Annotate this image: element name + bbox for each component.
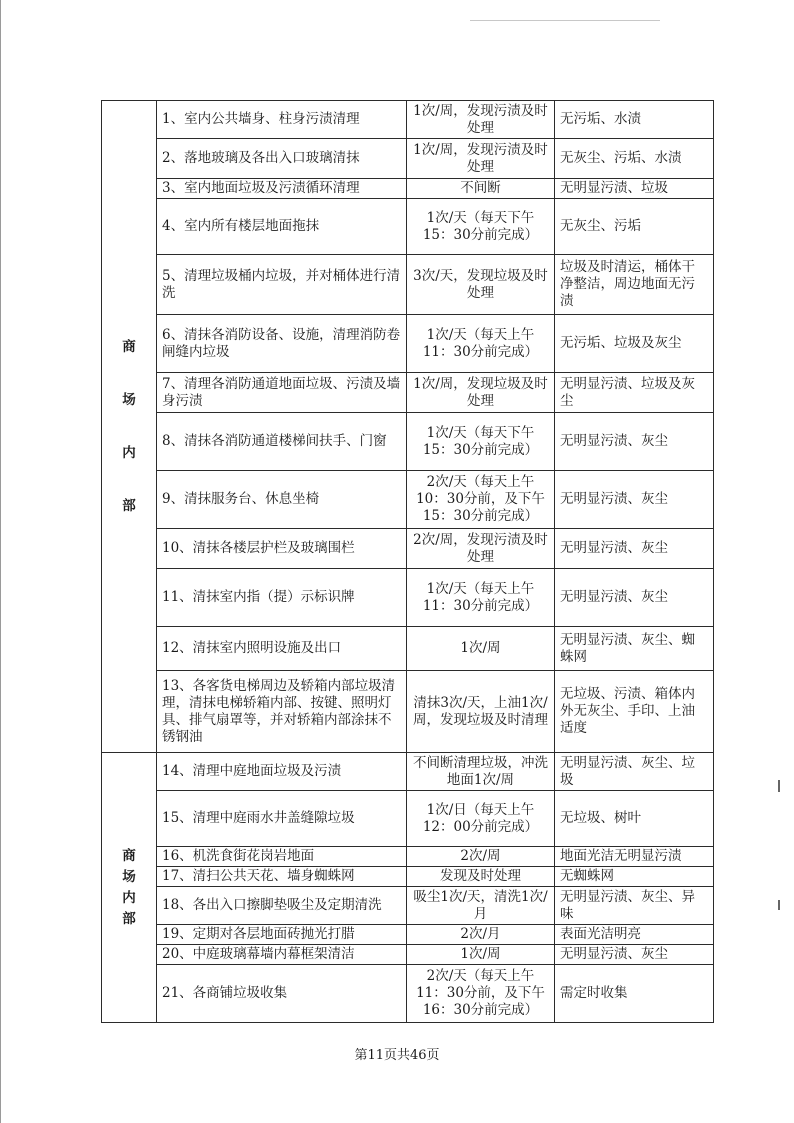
frequency-cell: 1次/天（每天下午15：30分前完成） <box>407 199 555 255</box>
task-cell: 9、清抹服务台、休息坐椅 <box>157 471 407 529</box>
standard-cell: 无明显污渍、灰尘、垃圾 <box>555 753 714 791</box>
standard-cell: 需定时收集 <box>555 965 714 1023</box>
frequency-cell: 3次/天，发现垃圾及时处理 <box>407 255 555 315</box>
task-cell: 7、清理各消防通道地面垃圾、污渍及墙身污渍 <box>157 373 407 413</box>
frequency-cell: 2次/天（每天上午11：30分前，及下午16：30分前完成） <box>407 965 555 1023</box>
table-row <box>102 887 714 925</box>
table-row <box>102 373 714 413</box>
table-row <box>102 847 714 867</box>
standard-cell: 无明显污渍、灰尘 <box>555 569 714 627</box>
standard-cell: 地面光洁无明显污渍 <box>555 847 714 867</box>
task-cell: 13、各客货电梯周边及轿箱内部垃圾清理，清抹电梯轿箱内部、按键、照明灯具、排气扇罩等，并对轿箱内部涂抹不锈钢油 <box>157 671 407 753</box>
frequency-cell: 1次/周，发现污渍及时处理 <box>407 139 555 179</box>
scan-top-line <box>470 20 660 21</box>
standard-cell: 无垃圾、树叶 <box>555 791 714 847</box>
standard-cell: 无明显污渍、灰尘 <box>555 945 714 965</box>
standard-cell: 无明显污渍、灰尘 <box>555 471 714 529</box>
page-number: 第11页共46页 <box>354 1048 440 1063</box>
frequency-cell: 1次/日（每天上午12：00分前完成） <box>407 791 555 847</box>
task-cell: 3、室内地面垃圾及污渍循环清理 <box>157 179 407 199</box>
standard-cell: 无明显污渍、灰尘、蜘蛛网 <box>555 627 714 671</box>
table-row <box>102 529 714 569</box>
standard-cell: 表面光洁明亮 <box>555 925 714 945</box>
standard-cell: 无垃圾、污渍、箱体内外无灰尘、手印、上油适度 <box>555 671 714 753</box>
table-row <box>102 925 714 945</box>
frequency-cell: 1次/周 <box>407 627 555 671</box>
standard-cell: 无污垢、垃圾及灰尘 <box>555 315 714 373</box>
frequency-cell: 不间断清理垃圾，冲洗地面1次/周 <box>407 753 555 791</box>
frequency-cell: 1次/天（每天上午11：30分前完成） <box>407 315 555 373</box>
table-row <box>102 965 714 1023</box>
frequency-cell: 2次/周 <box>407 847 555 867</box>
task-cell: 19、定期对各层地面砖抛光打腊 <box>157 925 407 945</box>
task-cell: 15、清理中庭雨水井盖缝隙垃圾 <box>157 791 407 847</box>
section-2 <box>102 753 714 1023</box>
scan-mark <box>778 900 780 910</box>
standard-cell: 无污垢、水渍 <box>555 101 714 139</box>
standard-cell: 垃圾及时清运，桶体干净整洁，周边地面无污渍 <box>555 255 714 315</box>
frequency-cell: 1次/周 <box>407 945 555 965</box>
frequency-cell: 1次/周，发现污渍及时处理 <box>407 101 555 139</box>
table-row <box>102 791 714 847</box>
table-row <box>102 671 714 753</box>
table-row <box>102 569 714 627</box>
task-cell: 18、各出入口擦脚垫吸尘及定期清洗 <box>157 887 407 925</box>
frequency-cell: 2次/天（每天上午10：30分前，及下午15：30分前完成） <box>407 471 555 529</box>
table-row <box>102 867 714 887</box>
section-label: 商 场 内 部 <box>102 101 157 753</box>
table-row <box>102 315 714 373</box>
task-cell: 11、清抹室内指（提）示标识牌 <box>157 569 407 627</box>
table-row <box>102 199 714 255</box>
section-label: 商 场 内 部 <box>102 753 157 1023</box>
frequency-cell: 发现及时处理 <box>407 867 555 887</box>
frequency-cell: 清抹3次/天，上油1次/周，发现垃圾及时清理 <box>407 671 555 753</box>
table-row <box>102 139 714 179</box>
task-cell: 1、室内公共墙身、柱身污渍清理 <box>157 101 407 139</box>
standard-cell: 无蜘蛛网 <box>555 867 714 887</box>
standard-cell: 无明显污渍、灰尘 <box>555 413 714 471</box>
task-cell: 6、清抹各消防设备、设施，清理消防卷闸缝内垃圾 <box>157 315 407 373</box>
task-cell: 5、清理垃圾桶内垃圾，并对桶体进行清洗 <box>157 255 407 315</box>
frequency-cell: 2次/月 <box>407 925 555 945</box>
table-row <box>102 101 714 139</box>
task-cell: 14、清理中庭地面垃圾及污渍 <box>157 753 407 791</box>
table-row <box>102 413 714 471</box>
standard-cell: 无灰尘、污垢、水渍 <box>555 139 714 179</box>
cleaning-schedule-table <box>101 100 714 1023</box>
standard-cell: 无灰尘、污垢 <box>555 199 714 255</box>
task-cell: 20、中庭玻璃幕墙内幕框架清洁 <box>157 945 407 965</box>
task-cell: 21、各商铺垃圾收集 <box>157 965 407 1023</box>
standard-cell: 无明显污渍、灰尘 <box>555 529 714 569</box>
task-cell: 2、落地玻璃及各出入口玻璃清抹 <box>157 139 407 179</box>
section-1 <box>102 101 714 753</box>
task-cell: 17、清扫公共天花、墙身蜘蛛网 <box>157 867 407 887</box>
table-row <box>102 753 714 791</box>
frequency-cell: 吸尘1次/天，清洗1次/月 <box>407 887 555 925</box>
frequency-cell: 2次/周，发现污渍及时处理 <box>407 529 555 569</box>
table-row <box>102 471 714 529</box>
frequency-cell: 1次/天（每天下午15：30分前完成） <box>407 413 555 471</box>
scan-left-edge <box>0 0 1 1123</box>
table-row <box>102 255 714 315</box>
standard-cell: 无明显污渍、垃圾 <box>555 179 714 199</box>
table-row <box>102 179 714 199</box>
task-cell: 10、清抹各楼层护栏及玻璃围栏 <box>157 529 407 569</box>
table-row <box>102 627 714 671</box>
scan-mark <box>778 780 780 792</box>
task-cell: 16、机洗食街花岗岩地面 <box>157 847 407 867</box>
frequency-cell: 不间断 <box>407 179 555 199</box>
task-cell: 8、清抹各消防通道楼梯间扶手、门窗 <box>157 413 407 471</box>
task-cell: 12、清抹室内照明设施及出口 <box>157 627 407 671</box>
table-row <box>102 945 714 965</box>
frequency-cell: 1次/天（每天上午11：30分前完成） <box>407 569 555 627</box>
standard-cell: 无明显污渍、灰尘、异味 <box>555 887 714 925</box>
standard-cell: 无明显污渍、垃圾及灰尘 <box>555 373 714 413</box>
frequency-cell: 1次/周，发现垃圾及时处理 <box>407 373 555 413</box>
task-cell: 4、室内所有楼层地面拖抹 <box>157 199 407 255</box>
